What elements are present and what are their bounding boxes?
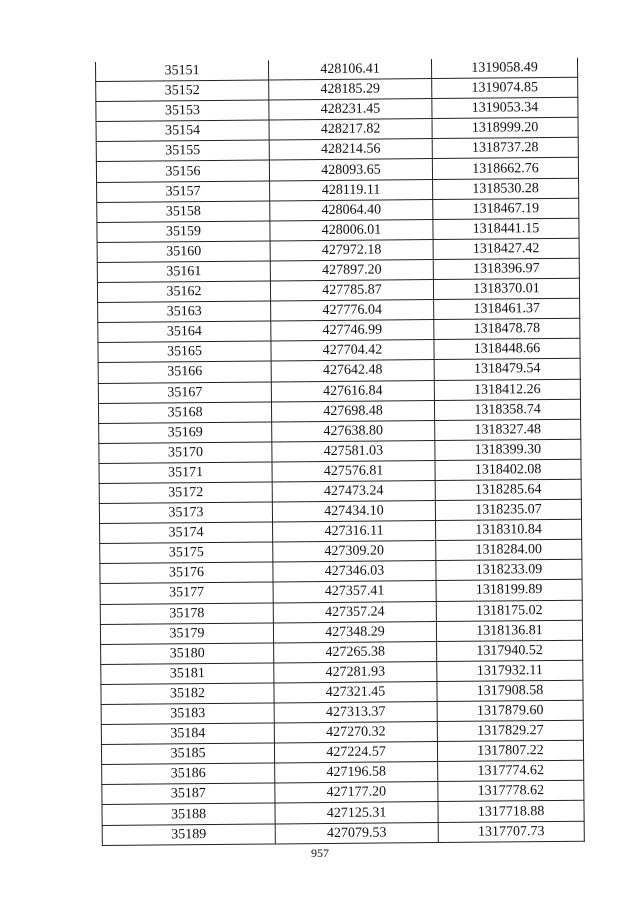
- point-id-cell: 35154: [96, 120, 269, 142]
- x-coordinate-cell: 427316.11: [273, 521, 436, 543]
- point-id-cell: 35178: [100, 602, 273, 624]
- x-coordinate-cell: 428214.56: [269, 139, 432, 161]
- y-coordinate-cell: 1318530.28: [433, 178, 579, 199]
- point-id-cell: 35152: [96, 80, 269, 102]
- y-coordinate-cell: 1318478.78: [434, 318, 580, 339]
- x-coordinate-cell: 427348.29: [273, 621, 436, 643]
- table-row: [102, 821, 584, 845]
- point-id-cell: 35170: [99, 442, 272, 464]
- y-coordinate-cell: 1318310.84: [436, 519, 582, 540]
- x-coordinate-cell: 428064.40: [270, 199, 433, 221]
- y-coordinate-cell: 1318396.97: [433, 258, 579, 279]
- y-coordinate-cell: 1318479.54: [434, 359, 580, 380]
- y-coordinate-cell: 1319074.85: [432, 77, 578, 98]
- point-id-cell: 35164: [98, 321, 271, 343]
- point-id-cell: 35151: [95, 60, 268, 81]
- x-coordinate-cell: 427281.93: [274, 661, 437, 683]
- x-coordinate-cell: 427746.99: [271, 320, 434, 342]
- y-coordinate-cell: 1318285.64: [435, 479, 581, 500]
- point-id-cell: 35181: [101, 663, 274, 685]
- y-coordinate-cell: 1319053.34: [432, 97, 578, 118]
- x-coordinate-cell: 427473.24: [272, 481, 435, 503]
- x-coordinate-cell: 427346.03: [273, 561, 436, 583]
- y-coordinate-cell: 1318441.15: [433, 218, 579, 239]
- point-id-cell: 35173: [99, 502, 272, 524]
- point-id-cell: 35184: [101, 723, 274, 745]
- point-id-cell: 35163: [98, 301, 271, 323]
- x-coordinate-cell: 427079.53: [275, 822, 438, 844]
- x-coordinate-cell: 427642.48: [271, 360, 434, 382]
- point-id-cell: 35179: [100, 623, 273, 645]
- y-coordinate-cell: 1317908.58: [437, 680, 583, 701]
- y-coordinate-cell: 1318737.28: [432, 138, 578, 159]
- x-coordinate-cell: 427357.41: [273, 581, 436, 603]
- point-id-cell: 35159: [97, 221, 270, 243]
- point-id-cell: 35185: [101, 743, 274, 765]
- x-coordinate-cell: 427616.84: [271, 380, 434, 402]
- x-coordinate-cell: 428093.65: [269, 159, 432, 181]
- point-id-cell: 35187: [102, 783, 275, 805]
- point-id-cell: 35169: [99, 422, 272, 444]
- y-coordinate-cell: 1318427.42: [433, 238, 579, 259]
- y-coordinate-cell: 1318412.26: [434, 379, 580, 400]
- y-coordinate-cell: 1318284.00: [436, 540, 582, 561]
- y-coordinate-cell: 1318402.08: [435, 459, 581, 480]
- point-id-cell: 35160: [97, 241, 270, 263]
- point-id-cell: 35153: [96, 100, 269, 122]
- y-coordinate-cell: 1318175.02: [436, 600, 582, 621]
- y-coordinate-cell: 1319058.49: [431, 58, 577, 79]
- point-id-cell: 35168: [98, 402, 271, 424]
- x-coordinate-cell: 427321.45: [274, 681, 437, 703]
- coordinate-table-container: [95, 58, 584, 846]
- point-id-cell: 35157: [97, 181, 270, 203]
- y-coordinate-cell: 1317829.27: [437, 720, 583, 741]
- x-coordinate-cell: 427270.32: [274, 722, 437, 744]
- x-coordinate-cell: 428119.11: [270, 179, 433, 201]
- y-coordinate-cell: 1317932.11: [437, 660, 583, 681]
- x-coordinate-cell: 427698.48: [271, 400, 434, 422]
- x-coordinate-cell: 427177.20: [275, 782, 438, 804]
- y-coordinate-cell: 1317807.22: [437, 740, 583, 761]
- y-coordinate-cell: 1318233.09: [436, 560, 582, 581]
- y-coordinate-cell: 1317707.73: [438, 821, 584, 842]
- x-coordinate-cell: 427434.10: [272, 501, 435, 523]
- y-coordinate-cell: 1318235.07: [435, 499, 581, 520]
- y-coordinate-cell: 1318999.20: [432, 118, 578, 139]
- x-coordinate-cell: 427357.24: [273, 601, 436, 623]
- x-coordinate-cell: 427224.57: [274, 742, 437, 764]
- point-id-cell: 35166: [98, 361, 271, 383]
- x-coordinate-cell: 427785.87: [270, 280, 433, 302]
- x-coordinate-cell: 427576.81: [272, 460, 435, 482]
- y-coordinate-cell: 1318358.74: [434, 399, 580, 420]
- point-id-cell: 35175: [100, 542, 273, 564]
- y-coordinate-cell: 1317940.52: [437, 640, 583, 661]
- x-coordinate-cell: 427265.38: [274, 641, 437, 663]
- x-coordinate-cell: 427196.58: [275, 762, 438, 784]
- x-coordinate-cell: 427704.42: [271, 340, 434, 362]
- point-id-cell: 35156: [96, 160, 269, 182]
- x-coordinate-cell: 427125.31: [275, 802, 438, 824]
- y-coordinate-cell: 1318467.19: [433, 198, 579, 219]
- y-coordinate-cell: 1317879.60: [437, 700, 583, 721]
- coordinate-table-body: [95, 58, 584, 845]
- y-coordinate-cell: 1318136.81: [436, 620, 582, 641]
- x-coordinate-cell: 428231.45: [269, 99, 432, 121]
- point-id-cell: 35172: [99, 482, 272, 504]
- x-coordinate-cell: 427638.80: [272, 420, 435, 442]
- y-coordinate-cell: 1318662.76: [432, 158, 578, 179]
- x-coordinate-cell: 427776.04: [271, 300, 434, 322]
- y-coordinate-cell: 1318399.30: [435, 439, 581, 460]
- point-id-cell: 35183: [101, 703, 274, 725]
- x-coordinate-cell: 427972.18: [270, 239, 433, 261]
- y-coordinate-cell: 1318327.48: [435, 419, 581, 440]
- x-coordinate-cell: 427897.20: [270, 259, 433, 281]
- x-coordinate-cell: 427313.37: [274, 702, 437, 724]
- y-coordinate-cell: 1317778.62: [438, 781, 584, 802]
- x-coordinate-cell: 428185.29: [269, 79, 432, 101]
- y-coordinate-cell: 1318199.89: [436, 580, 582, 601]
- point-id-cell: 35158: [97, 201, 270, 223]
- point-id-cell: 35180: [101, 643, 274, 665]
- x-coordinate-cell: 428217.82: [269, 119, 432, 141]
- point-id-cell: 35161: [97, 261, 270, 283]
- point-id-cell: 35186: [102, 763, 275, 785]
- y-coordinate-cell: 1317774.62: [438, 761, 584, 782]
- point-id-cell: 35189: [102, 824, 275, 846]
- x-coordinate-cell: 428006.01: [270, 219, 433, 241]
- y-coordinate-cell: 1318370.01: [433, 278, 579, 299]
- point-id-cell: 35162: [97, 281, 270, 303]
- y-coordinate-cell: 1318448.66: [434, 339, 580, 360]
- x-coordinate-cell: 427309.20: [273, 541, 436, 563]
- y-coordinate-cell: 1318461.37: [434, 298, 580, 319]
- point-id-cell: 35167: [98, 381, 271, 403]
- point-id-cell: 35171: [99, 462, 272, 484]
- page-number: 957: [311, 846, 329, 860]
- coordinate-table: [95, 58, 585, 846]
- x-coordinate-cell: 427581.03: [272, 440, 435, 462]
- point-id-cell: 35176: [100, 562, 273, 584]
- point-id-cell: 35165: [98, 341, 271, 363]
- y-coordinate-cell: 1317718.88: [438, 801, 584, 822]
- point-id-cell: 35177: [100, 582, 273, 604]
- point-id-cell: 35174: [100, 522, 273, 544]
- point-id-cell: 35182: [101, 683, 274, 705]
- point-id-cell: 35188: [102, 803, 275, 825]
- x-coordinate-cell: 428106.41: [268, 59, 431, 80]
- point-id-cell: 35155: [96, 140, 269, 162]
